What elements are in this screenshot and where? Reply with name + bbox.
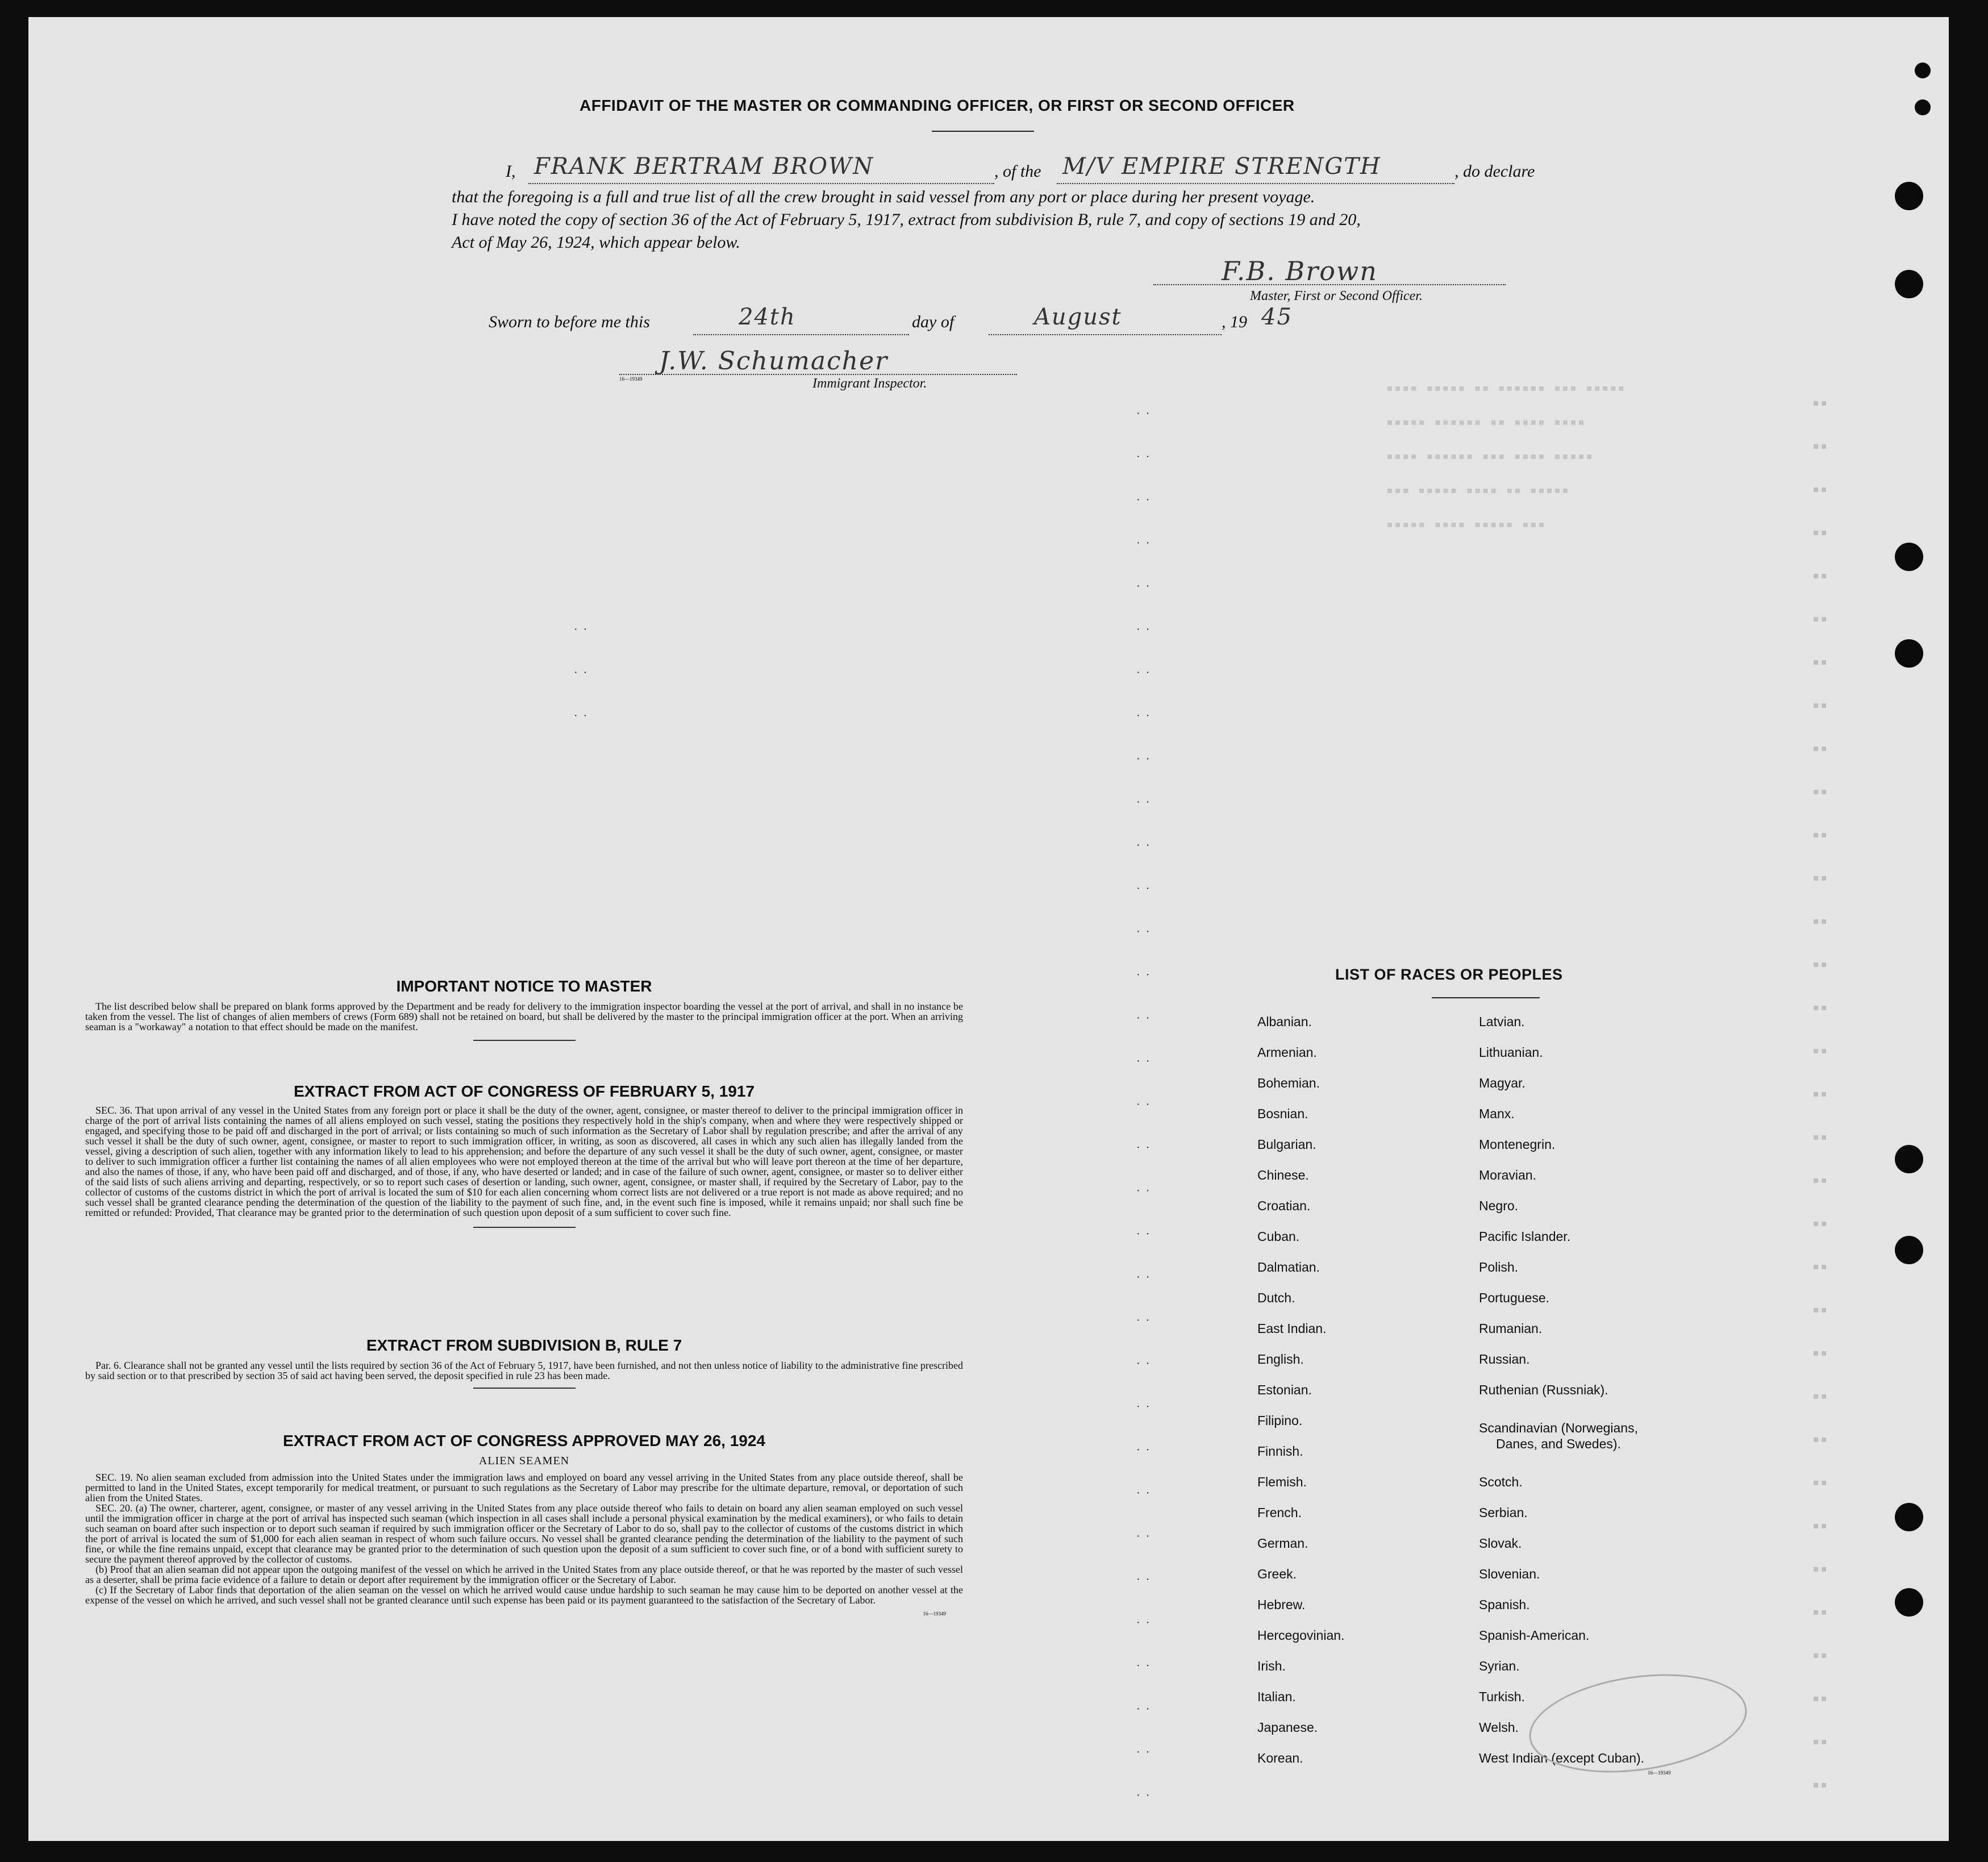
race-item: Magyar. [1479,1076,1526,1090]
master-name: FRANK BERTRAM BROWN [534,153,874,180]
affidavit-body-line-3: Act of May 26, 1924, which appear below. [452,233,740,252]
race-item: Bohemian. [1257,1076,1320,1090]
punch-hole-icon [1895,1588,1923,1617]
affidavit-i-label: I, [506,162,516,181]
affidavit-body-line-1: that the foregoing is a full and true list of all the crew brought in said vessel from any port or place during her present voyage. [452,188,1315,206]
races-title: LIST OF RACES OR PEOPLES [1335,966,1563,983]
punch-hole-icon [1895,639,1923,668]
race-item: Scandinavian (Norwegians, [1479,1421,1638,1435]
sworn-label: Sworn to before me this [489,313,650,331]
extract-rule7-text: Par. 6. Clearance shall not be granted any vessel until the lists required by section 36 of the Act of February 5, 1917, have been furnished, and not then unless notice of liability to the administrative fine prescribed by said section or to that prescribed by section 35 of said act having been served, the deposit specified in rule 23 has been made. [85,1360,963,1381]
extract-1917-title: EXTRACT FROM ACT OF CONGRESS OF FEBRUARY 5, 1917 [293,1082,755,1100]
inspector-signature-line [619,374,1017,375]
race-item: Greek. [1257,1567,1297,1581]
race-item: East Indian. [1257,1321,1327,1336]
faint-stamp [1523,1661,1753,1785]
extract-1924-paragraph: (b) Proof that an alien seaman did not appear upon the outgoing manifest of the vessel on which he arrived in the United States from any place outside thereof, or that he was reported by the master of such vessel as a deserter, shall be prima facie evidence of a failure to detain or deport after requirement by the immigration officer or the Secretary of Labor. [85,1564,963,1585]
race-item: Hercegovinian. [1257,1628,1345,1643]
punch-hole-icon [1895,270,1923,298]
race-item: Hebrew. [1257,1597,1306,1612]
race-item: Irish. [1257,1659,1286,1673]
race-item: Latvian. [1479,1014,1525,1029]
race-item: Serbian. [1479,1505,1528,1520]
race-item: Spanish-American. [1479,1628,1590,1643]
bleed-through-text: ▪▪▪▪▪ ▪▪▪▪▪▪ ▪▪ ▪▪▪▪ ▪▪▪▪ [1386,415,1586,428]
master-name-line [528,183,994,184]
race-item: Slovenian. [1479,1567,1540,1581]
race-item: Moravian. [1479,1168,1536,1182]
race-item: Bulgarian. [1257,1137,1316,1152]
race-item: Dutch. [1257,1290,1295,1305]
race-item: Manx. [1479,1106,1515,1121]
dot-artifacts: ·· ·· ·· ·· ·· ·· ·· ·· ·· ·· ·· ·· ·· ·· ·· ·· ·· ·· ·· ·· ·· ·· ·· ·· ·· ·· ·· ·· ·· ·· ·· ·· ·· [1136,407,1156,1802]
extract-rule7-divider [473,1388,576,1389]
race-item: Russian. [1479,1352,1530,1367]
race-item: Flemish. [1257,1474,1307,1489]
race-item: Italian. [1257,1689,1296,1704]
inspector-caption: Immigrant Inspector. [812,376,927,391]
extract-1924-title: EXTRACT FROM ACT OF CONGRESS APPROVED MAY 26, 1924 [283,1432,765,1449]
race-item: French. [1257,1505,1302,1520]
vessel-name: M/V EMPIRE STRENGTH [1062,153,1381,180]
races-form-number: 16—19349 [1648,1770,1671,1776]
race-item: Japanese. [1257,1720,1318,1735]
extract-1924-form-number: 16—19349 [923,1611,946,1617]
race-item: Spanish. [1479,1597,1530,1612]
extract-1924-paragraph: SEC. 19. No alien seaman excluded from admission into the United States under the immigration laws and employed on board any vessel arriving in the United States from any place outside thereof, shall be permitted to land in the United States, except temporarily for medical treatment, or pursuant to such regulations as the Secretary of Labor may prescribe for the ultimate departure, removal, or deportation of such alien from the United States. [85,1472,963,1503]
of-the-label: , of the [994,162,1041,181]
punch-hole-icon [1895,182,1923,210]
officer-signature-caption: Master, First or Second Officer. [1250,289,1423,303]
race-item: Estonian. [1257,1382,1312,1397]
race-item: Negro. [1479,1198,1519,1213]
races-divider [1432,997,1540,998]
race-item: Scotch. [1479,1474,1523,1489]
race-item: English. [1257,1352,1304,1367]
extract-1924-section [85,1432,963,1617]
race-item: Finnish. [1257,1444,1303,1459]
extract-1917-text: SEC. 36. That upon arrival of any vessel in the United States from any foreign port or place it shall be the duty of the owner, agent, consignee, or master thereof to deliver to the principal immigration officer in charge of the port of arrival lists containing the names of all aliens employed on such vessel, stating the positions they respectively hold in the ship's company, when and where they were respectively shipped or engaged, and specifying those to be paid off and discharged in the port of arrival; or lists containing so much of such information as the Secretary of Labor shall by regulation prescribe; and after the arrival of any such vessel it shall be the duty of such owner, agent, consignee, or master to report to such immigration officer, in writing, as soon as discovered, all cases in which any such alien has illegally landed from the vessel, giving a description of such alien, together with any information likely to lead to his apprehension; and before the departure of any such vessel it shall be the duty of such owner, agent, consignee, or master to deliver to such immigration officer a further list containing the names of all alien employees who were not employed thereon at the time of the arrival but who will leave port thereon at the time of her departure, and also the names of those, if any, who have been paid off and discharged, and of those, if any, who have deserted or landed; and in case of the failure of such owner, agent, consignee, or master so to deliver either of the said lists of such aliens arriving and departing, respectively, or so to report such cases of desertion or landing, such owner, agent, consignee, or master shall, if required by the Secretary of Labor, pay to the collector of customs of the customs district in which the port of arrival is located the sum of $10 for each alien concerning whom correct lists are not delivered or a true report is not made as above required; and no such vessel shall be granted clearance pending the determination of the question of the liability to the payment of such fine, and, in the event such fine is imposed, while it remains unpaid; nor shall such fine be remitted or refunded: Provided, That clearance may be granted prior to the determination of such question upon deposit of a sum sufficient to cover such fine. [85,1105,963,1218]
extract-rule7-section [85,1336,963,1389]
document-page [28,17,1949,1841]
bleed-through-text: ▪▪▪▪ ▪▪▪▪▪▪ ▪▪▪ ▪▪▪▪ ▪▪▪▪▪ [1386,449,1594,463]
sworn-month: August [1034,304,1122,330]
bleed-through-row-numbers: ▪▪ ▪▪ ▪▪ ▪▪ ▪▪ ▪▪ ▪▪ ▪▪ ▪▪ ▪▪ ▪▪ ▪▪ ▪▪ ▪▪ ▪▪ ▪▪ ▪▪ ▪▪ ▪▪ ▪▪ ▪▪ ▪▪ ▪▪ ▪▪ ▪▪ ▪▪ ▪▪ ▪▪ ▪▪ ▪▪ ▪▪ ▪▪ ▪▪ [1812,395,1829,1791]
race-item: West Indian (except Cuban). [1479,1751,1645,1765]
notice-title: IMPORTANT NOTICE TO MASTER [396,977,652,995]
race-item: Bosnian. [1257,1106,1308,1121]
race-item: Ruthenian (Russniak). [1479,1382,1608,1397]
race-item: Dalmatian. [1257,1260,1320,1274]
race-item: Welsh. [1479,1720,1519,1735]
race-item: Armenian. [1257,1045,1317,1060]
year-prefix: , 19 [1222,313,1247,331]
bleed-through-text: ▪▪▪▪ ▪▪▪▪▪ ▪▪ ▪▪▪▪▪▪ ▪▪▪ ▪▪▪▪▪ [1386,381,1626,394]
race-item: Polish. [1479,1260,1519,1274]
race-item: Slovak. [1479,1536,1522,1551]
year-suffix: 45 [1261,304,1293,330]
affidavit-body-line-2: I have noted the copy of section 36 of the Act of February 5, 1917, extract from subdivision B, rule 7, and copy of sections 19 and 20, [452,210,1361,229]
affidavit-form-number: 16—19349 [619,376,643,382]
extract-1924-paragraph: (c) If the Secretary of Labor finds that deportation of the alien seaman on the vessel on which he arrived would cause undue hardship to such seaman he may cause him to be deported on another vessel at the expense of the vessel on which he arrived, and such vessel shall not be granted clearance until such expense has been paid or its payment guaranteed to the satisfaction of the Secretary of Labor. [85,1584,963,1606]
punch-hole-icon [1895,1503,1923,1531]
race-item: Rumanian. [1479,1321,1543,1336]
affidavit-title: AFFIDAVIT OF THE MASTER OR COMMANDING OFFICER, OR FIRST OR SECOND OFFICER [580,97,1295,114]
do-declare-label: , do declare [1454,162,1535,181]
day-of-label: day of [912,313,955,331]
race-item: Lithuanian. [1479,1045,1543,1060]
race-item: German. [1257,1536,1308,1551]
bleed-through-text: ▪▪▪ ▪▪▪▪▪ ▪▪▪▪ ▪▪ ▪▪▪▪▪ [1386,483,1570,497]
notice-section [85,977,963,1041]
race-item: Albanian. [1257,1014,1312,1029]
officer-signature: F.B. Brown [1222,256,1378,286]
sworn-day-line [693,334,909,335]
race-item: Turkish. [1479,1689,1525,1704]
race-item: Danes, and Swedes). [1496,1436,1621,1451]
race-item: Syrian. [1479,1659,1520,1673]
punch-hole-icon [1915,99,1931,115]
race-item: Korean. [1257,1751,1303,1765]
inspector-signature: J.W. Schumacher [659,347,889,376]
punch-hole-icon [1915,63,1931,78]
title-divider [932,131,1034,132]
race-item: Croatian. [1257,1198,1311,1213]
bleed-through-text: ▪▪▪▪▪ ▪▪▪▪ ▪▪▪▪▪ ▪▪▪ [1386,517,1546,531]
race-item: Pacific Islander. [1479,1229,1571,1244]
dot-artifacts: ·· ·· ·· [574,623,593,722]
sworn-day: 24th [739,304,796,330]
extract-1917-section [85,1082,963,1228]
punch-hole-icon [1895,543,1923,571]
race-item: Filipino. [1257,1413,1303,1428]
race-item: Montenegrin. [1479,1137,1556,1152]
notice-text: The list described below shall be prepared on blank forms approved by the Department and be ready for delivery to the immigration inspector boarding the vessel at the port of arrival, and shall in no instance be taken from the vessel. The list of changes of alien members of crews (Form 689) shall not be retained on board, but shall be delivered by the master to the principal immigration officer at the port. When an arriving seaman is a "workaway" a notation to that effect should be made on the manifest. [85,1001,963,1032]
officer-signature-line [1153,284,1506,285]
punch-hole-icon [1895,1236,1923,1264]
extract-1924-paragraph: SEC. 20. (a) The owner, charterer, agent, consignee, or master of any vessel arriving in the United States from any place outside thereof who fails to detain on board any alien seaman employed on such vessel until the immigration officer in charge at the port of arrival has inspected such seaman (which inspection in all cases shall include a personal physical examination by the medical examiners), or who fails to detain such seaman on board after such inspection or to deport such seaman if required by such immigration officer or the Secretary of Labor to do so, shall pay to the collector of customs of the customs district in which the port of arrival is located the sum of $1,000 for each alien seaman in respect of whom such failure occurs. No vessel shall be granted clearance pending the determination of the liability to the payment of such fine, or while the fine remains unpaid, except that clearance may be granted prior to the determination of such question upon the deposit of a sum sufficient to cover such fine, or of a bond with sufficient surety to secure the payment thereof approved by the collector of customs. [85,1502,963,1565]
race-item: Portuguese. [1479,1290,1550,1305]
extract-rule7-title: EXTRACT FROM SUBDIVISION B, RULE 7 [366,1336,682,1354]
notice-divider [473,1040,576,1041]
extract-1924-subtitle: ALIEN SEAMEN [478,1455,570,1467]
extract-1917-divider [473,1227,576,1228]
vessel-name-line [1057,183,1454,184]
race-item: Chinese. [1257,1168,1309,1182]
race-item: Cuban. [1257,1229,1300,1244]
punch-hole-icon [1895,1145,1923,1173]
sworn-month-line [989,334,1222,335]
